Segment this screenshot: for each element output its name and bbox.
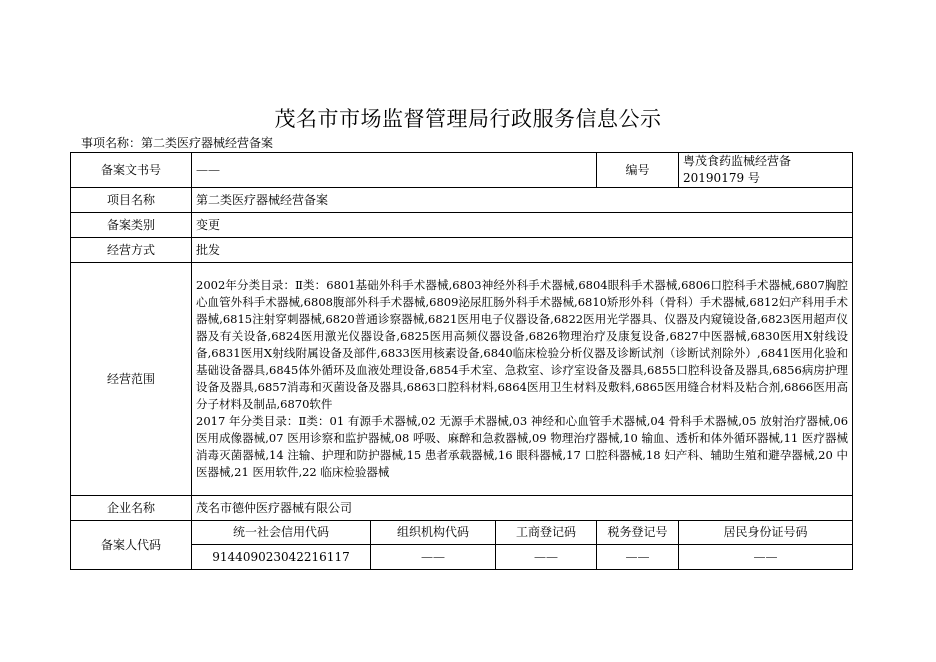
row-scope <box>71 263 853 496</box>
project-value: 第二类医疗器械经营备案 <box>192 188 853 213</box>
filer-label: 备案人代码 <box>71 521 192 570</box>
project-label: 项目名称 <box>71 188 192 213</box>
scope-label: 经营范围 <box>71 263 192 496</box>
scope-value <box>192 263 853 496</box>
category-label: 备案类别 <box>71 213 192 238</box>
org-code-header: 组织机构代码 <box>371 521 496 545</box>
info-table <box>70 152 853 570</box>
doc-no-value: —— <box>192 153 597 188</box>
page-title: 茂名市市场监督管理局行政服务信息公示 <box>274 107 662 131</box>
row-category <box>71 213 853 238</box>
row-filer-headers <box>71 521 853 545</box>
mode-label: 经营方式 <box>71 238 192 263</box>
company-value: 茂名市德仲医疗器械有限公司 <box>192 496 853 521</box>
business-reg-header: 工商登记码 <box>496 521 597 545</box>
doc-no-label: 备案文书号 <box>71 153 192 188</box>
business-reg-value: —— <box>496 545 597 570</box>
tax-reg-header: 税务登记号 <box>597 521 679 545</box>
scope-2017-text: 2017 年分类目录：Ⅱ类：01 有源手术器械,02 无源手术器械,03 神经和心血管手术器械,04 骨科手术器械,05 放射治疗器械,06 医用成像器械,07 医用诊察和监护器械,08 呼吸、麻醉和急救器械,09 物理治疗器械,10 输血、透析和体外循环器械,11 医疗器械消毒灭菌器械,14 注输、护理和防护器械,15 患者承载器械,16 眼科器械,17 口腔科器械,18 妇产科、辅助生殖和避孕器械,20 中医器械,21 医用软件,22 临床检验器械 <box>196 414 849 479</box>
id-number-value: —— <box>679 545 853 570</box>
code-value: 粤茂食药监械经营备 20190179 号 <box>679 153 853 188</box>
id-number-header: 居民身份证号码 <box>679 521 853 545</box>
tax-reg-value: —— <box>597 545 679 570</box>
scope-2002-text: 2002年分类目录：Ⅱ类：6801基础外科手术器械,6803神经外科手术器械,6804眼科手术器械,6806口腔科手术器械,6807胸腔心血管外科手术器械,6808腹部外科手术器械,6809泌尿肛肠外科手术器械,6810矫形外科（骨科）手术器械,6812妇产科用手术器械,6815注射穿刺器械,6820普通诊察器械,6821医用电子仪器设备,6822医用光学器具、仪器及内窥镜设备,6823医用超声仪器及有关设备,6824医用激光仪器设备,6825医用高频仪器设备,6826物理治疗及康复设备,6827中医器械,6830医用X射线设备,6831医用X射线附属设备及部件,6833医用核素设备,6840临床检验分析仪器及诊断试剂（诊断试剂除外）,6841医用化验和基础设备器具,6845体外循环及血液处理设备,6854手术室、急救室、诊疗室设备及器具,6855口腔科设备及器具,6856病房护理设备及器具,6857消毒和灭菌设备及器具,6863口腔科材料,6864医用卫生材料及敷料,6865医用缝合材料及粘合剂,6866医用高分子材料及制品,6870软件 <box>196 278 849 411</box>
row-project <box>71 188 853 213</box>
category-value: 变更 <box>192 213 853 238</box>
org-code-value: —— <box>371 545 496 570</box>
mode-value: 批发 <box>192 238 853 263</box>
code-label: 编号 <box>597 153 679 188</box>
row-company <box>71 496 853 521</box>
subject-line: 事项名称：第二类医疗器械经营备案 <box>81 136 274 150</box>
row-mode <box>71 238 853 263</box>
company-label: 企业名称 <box>71 496 192 521</box>
credit-code-header: 统一社会信用代码 <box>192 521 371 545</box>
row-doc-no <box>71 153 853 188</box>
credit-code-value: 914409023042216117 <box>192 545 371 570</box>
